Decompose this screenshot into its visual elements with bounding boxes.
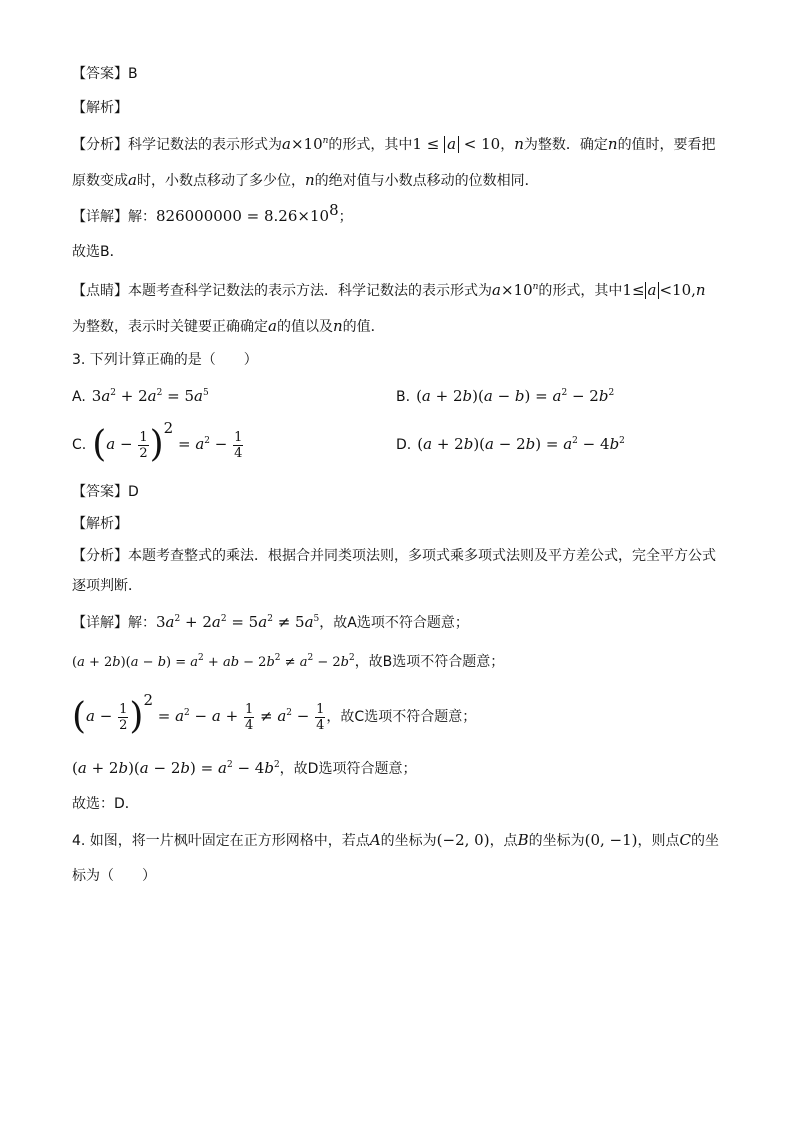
q3-analysis-tag: 【解析】 <box>72 516 128 532</box>
q2-choose: 故选B． <box>72 244 124 260</box>
q2-xiangjie-line: 【详解】解：$826000000 = 8.26\times 10^8$； <box>72 201 353 225</box>
answer-value: B <box>128 66 138 82</box>
fenxi-tag: 【分析】 <box>72 137 128 153</box>
xiangjie-tag: 【详解】 <box>72 209 128 225</box>
answer-tag: 【答案】 <box>72 66 128 82</box>
q3-step-b: $(a + 2b)(a - b) = a^2$ + ab − $2b^2 \ne a^2 - 2b^2$，故B选项不符合题意； <box>72 653 505 670</box>
coord-a: (−2, 0) <box>436 831 490 849</box>
q2-dianjing-line-1: 【点睛】本题考查科学记数法的表示方法．科学记数法的表示形式为$a\times 10^n$的形式，其中1≤ a <10,n <box>72 281 706 299</box>
q4-stem-line-1: 4. 如图，将一片枫叶固定在正方形网格中，若点A的坐标为(−2, 0)，点B的坐标为(0, −1)，则点C的坐 <box>72 831 719 849</box>
q3-stem: 3. 下列计算正确的是（ ） <box>72 352 258 368</box>
q3-step-c: (a − $\frac{1}{2}$ )$^2 = a^2 - a$ + $\frac{1}{4}$ ≠ $a^2$ − $\frac{1}{4}$ ，故C选项不符合题意； <box>72 691 477 737</box>
q3-option-b: B. $(a + 2b)(a - b) = a^2 - 2b^2$ <box>396 387 615 405</box>
q2-fenxi-line-1: 【分析】科学记数法的表示形式为$a\times 10^n$的形式，其中1 ≤ a < 10，n为整数．确定n的值时，要看把 <box>72 135 716 153</box>
q3-option-c: C. (a − $\frac{1}{2}$ )$^2 = a^2$ − $\frac{1}{4}$ <box>72 419 243 465</box>
answer-value: D <box>128 484 139 500</box>
q3-option-a: A. $3a^2 + 2a^2 = 5a^5$ <box>72 387 209 405</box>
q3-option-d: D. $(a + 2b)(a - 2b) = a^2 - 4b^2$ <box>396 435 625 453</box>
q2-fenxi-line-2: 原数变成a时，小数点移动了多少位，n的绝对值与小数点移动的位数相同． <box>72 171 539 189</box>
coord-b: (0, −1) <box>584 831 638 849</box>
q3-fenxi-line-1: 【分析】本题考查整式的乘法．根据合并同类项法则，多项式乘多项式法则及平方差公式，完全平方公式 <box>72 548 716 564</box>
q2-analysis-tag: 【解析】 <box>72 100 128 116</box>
q4-stem-line-2: 标为（ ） <box>72 868 156 884</box>
q3-step-a: 【详解】解：$3a^2 + 2a^2 = 5a^2 \ne 5a^5$，故A选项不符合题意； <box>72 613 469 631</box>
q3-choose: 故选：D． <box>72 796 139 812</box>
q3-answer-line: 【答案】D <box>72 484 139 500</box>
q2-dianjing-line-2: 为整数，表示时关键要正确确定a的值以及n的值． <box>72 317 385 335</box>
q2-answer-line <box>72 64 138 84</box>
dianjing-tag: 【点睛】 <box>72 283 128 299</box>
q3-fenxi-line-2: 逐项判断． <box>72 578 142 594</box>
q3-step-d: $(a + 2b)(a - 2b) = a^2 - 4b^2$，故D选项符合题意； <box>72 759 417 777</box>
sci-form: a <box>282 135 291 153</box>
